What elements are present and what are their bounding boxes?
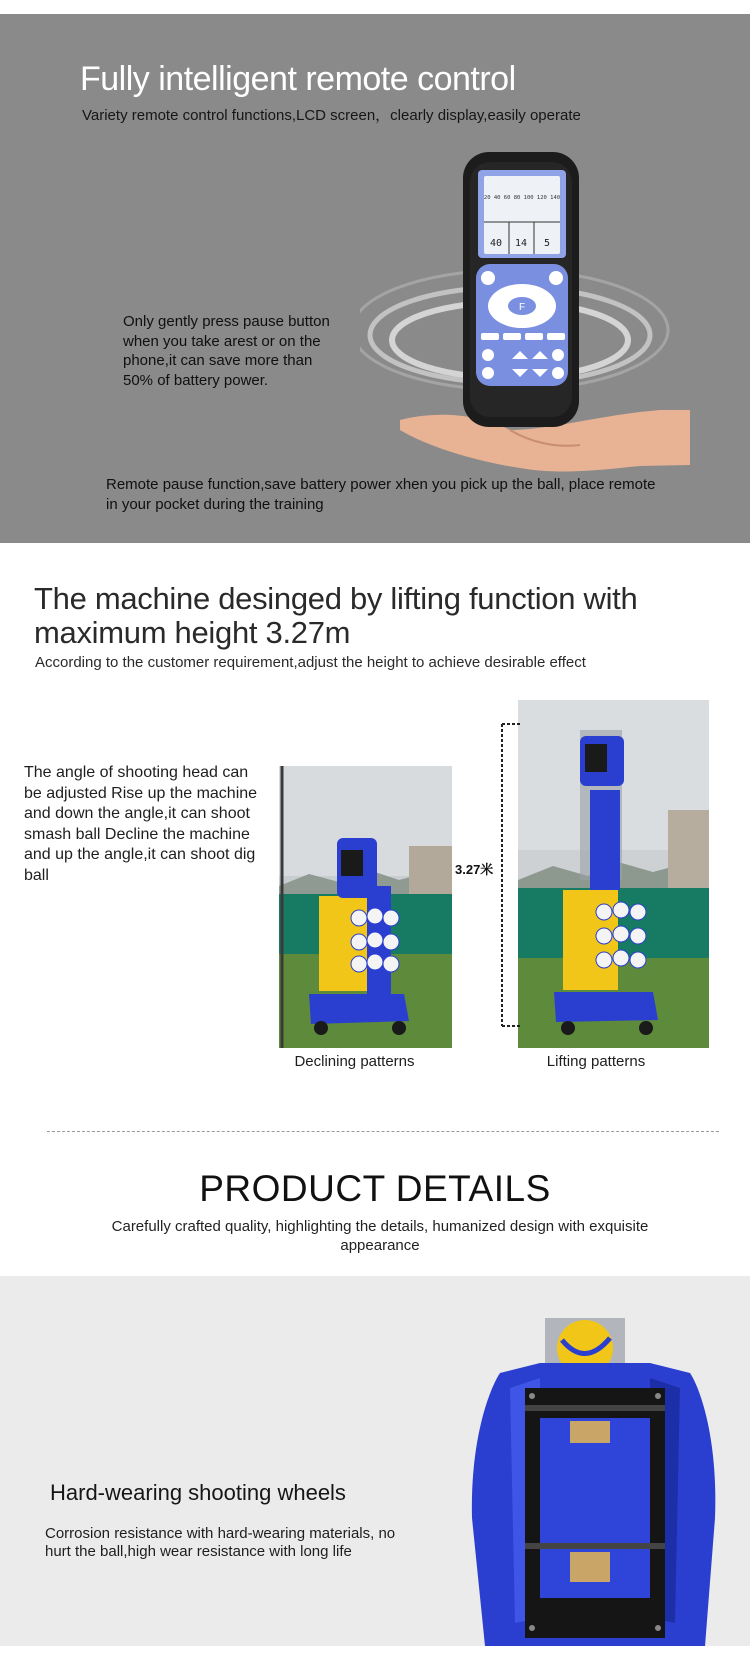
remote-pause-note: Only gently press pause button when you take arest or on the phone,it can save more than 50% of battery power.: [123, 313, 330, 389]
section-divider: [47, 1131, 719, 1132]
product-details-subtitle: Carefully crafted quality, highlighting the details, humanized design with exquisite appearance: [111, 1218, 649, 1254]
lift-section-subtitle: According to the customer requirement,adjust the height to achieve desirable effect: [35, 654, 586, 671]
lift-section-title: The machine desinged by lifting function with maximum height 3.27m: [34, 581, 638, 650]
lift-section-description: The angle of shooting head can be adjusted Rise up the machine and down the angle,it can shoot smash ball Decline the machine and up the angle,it can shoot dig ball: [24, 764, 258, 884]
declining-machine-photo: [279, 766, 452, 1048]
shooting-wheels-photo: [470, 1318, 720, 1646]
lcd-value-2: 14: [514, 238, 528, 249]
wheels-section-description: Corrosion resistance with hard-wearing materials, no hurt the ball,high wear resistance with long life: [45, 1525, 396, 1560]
remote-section-title: Fully intelligent remote control: [80, 60, 516, 98]
remote-in-hand-illustration: [360, 130, 690, 480]
wheels-section-title: Hard-wearing shooting wheels: [50, 1480, 346, 1505]
product-details-title: PRODUCT DETAILS: [199, 1168, 551, 1209]
lcd-value-3: 5: [543, 238, 551, 249]
lifting-machine-photo: [518, 700, 709, 1048]
play-pause-key-icon: [481, 271, 495, 285]
f-key-label: F: [518, 302, 526, 313]
remote-section-footer: Remote pause function,save battery power xhen you pick up the ball, place remote in your pocket during the training: [106, 476, 656, 513]
power-key-icon: [549, 271, 563, 285]
height-measure-bracket: [492, 722, 522, 1028]
lcd-value-1: 40: [489, 238, 503, 249]
max-height-label: 3.27米: [455, 862, 494, 877]
lifting-caption: Lifting patterns: [546, 1053, 646, 1070]
remote-section-subtitle: Variety remote control functions,LCD screen，clearly display,easily operate: [82, 107, 581, 124]
lcd-scale-text: 20 40 60 80 100 120 140: [483, 195, 561, 201]
declining-caption: Declining patterns: [294, 1053, 415, 1070]
